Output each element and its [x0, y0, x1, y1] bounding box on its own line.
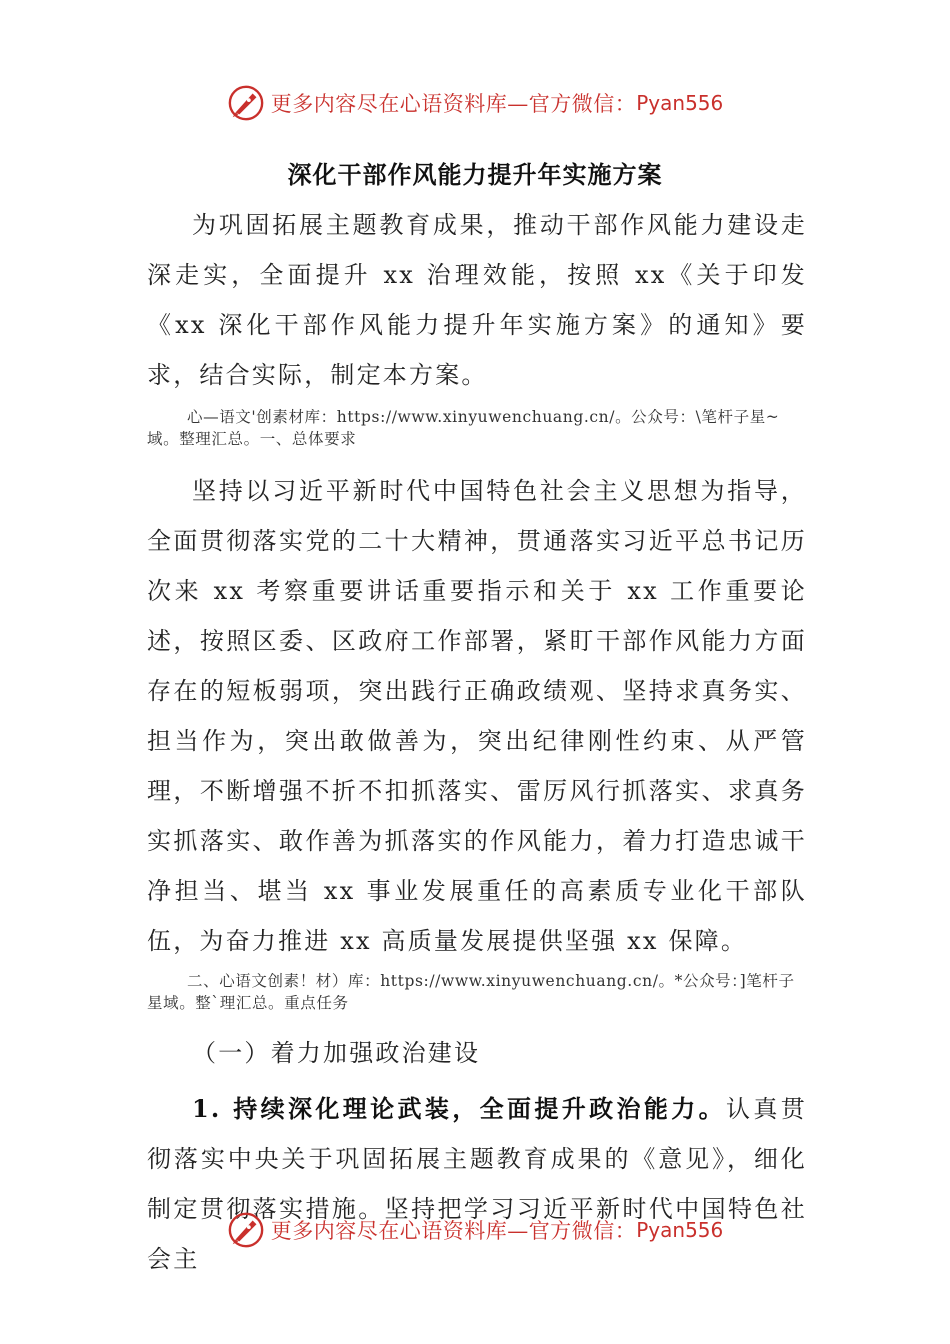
- pen-nib-logo-icon: [227, 84, 265, 122]
- banner-handle: Pyan556: [636, 1218, 724, 1242]
- banner-handle: Pyan556: [636, 91, 724, 115]
- item1-body: 认真贯彻落实中央关于巩固拓展主题教育成果的《意见》，细化制定贯彻落实措施。坚持把学习习近平新时代中国特色社会主: [147, 1095, 807, 1273]
- intro-paragraph: 为巩固拓展主题教育成果，推动干部作风能力建设走深走实，全面提升 xx 治理效能，按照 xx《关于印发《xx 深化干部作风能力提升年实施方案》的通知》要求，结合实际，制定本方案。: [147, 211, 807, 389]
- header-banner: [0, 80, 950, 126]
- source-note-1: 心—语文'创素材库：https://www.xinyuwenchuang.cn/。公众号：\笔杆子星~域。整理汇总。一、总体要求: [147, 408, 780, 448]
- pen-nib-logo-icon: [227, 1211, 265, 1249]
- footer-banner: [0, 1207, 950, 1253]
- banner-text: 更多内容尽在心语资料库—官方微信：: [270, 92, 637, 116]
- section1-paragraph: 坚持以习近平新时代中国特色社会主义思想为指导，全面贯彻落实党的二十大精神，贯通落实习近平总书记历次来 xx 考察重要讲话重要指示和关于 xx 工作重要论述，按照区委、区政府工作部署，紧盯干部作风能力方面存在的短板弱项，突出践行正确政绩观、坚持求真务实、担当作为，突出敢做善为，突出纪律刚性约束、从严管理，不断增强不折不扣抓落实、雷厉风行抓落实、求真务实抓落实、敢作善为抓落实的作风能力，着力打造忠诚干净担当、堪当 xx 事业发展重任的高素质专业化干部队伍，为奋力推进 xx 高质量发展提供坚强 xx 保障。: [147, 477, 807, 955]
- source-note-2: 二、心语文创素！材）库：https://www.xinyuwenchuang.cn/。*公众号：]笔杆子星域。整`理汇总。重点任务: [147, 972, 795, 1012]
- subheading-political-building: （一）着力加强政治建设: [192, 1039, 481, 1067]
- document-body: [147, 200, 807, 1284]
- banner-text: 更多内容尽在心语资料库—官方微信：: [270, 1219, 637, 1243]
- document-title: 深化干部作风能力提升年实施方案: [287, 160, 663, 189]
- item1-paragraph: [147, 1084, 807, 1284]
- item1-bold-lead: 1. 持续深化理论武装，全面提升政治能力。: [192, 1094, 727, 1123]
